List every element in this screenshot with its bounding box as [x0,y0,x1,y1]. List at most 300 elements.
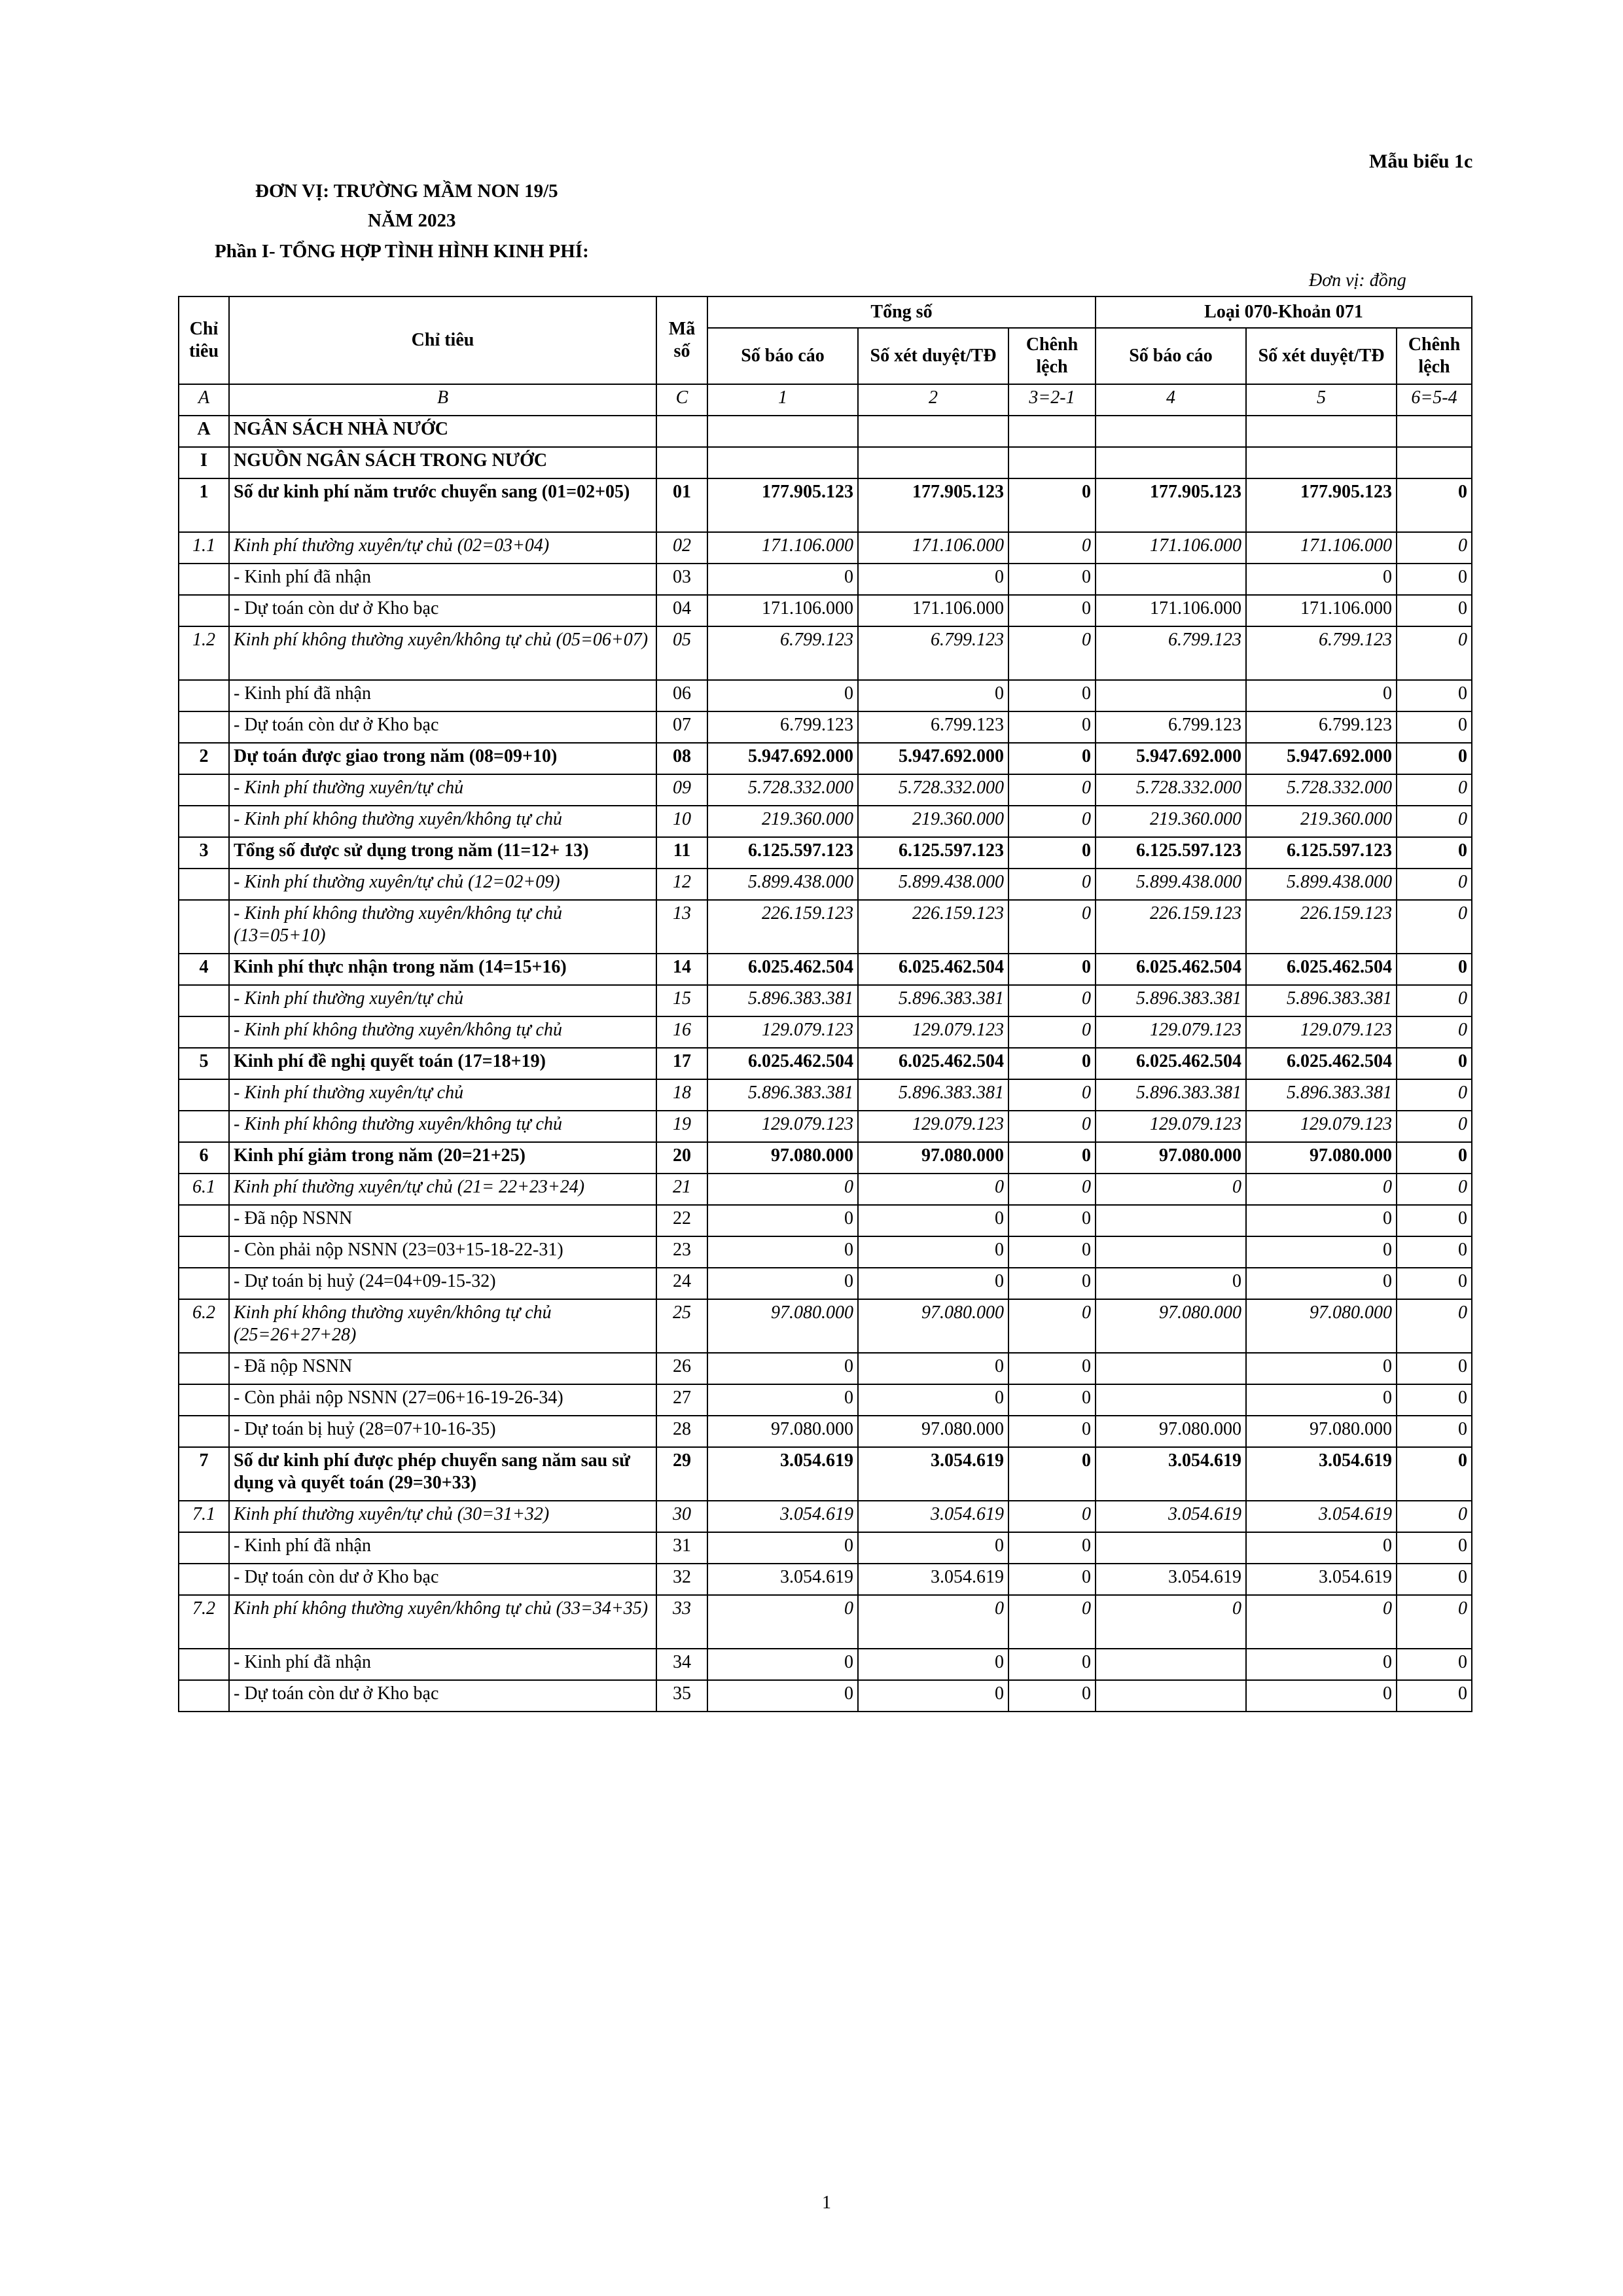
cell-approved-category: 5.728.332.000 [1246,774,1397,806]
table-row [179,595,1472,626]
cell-approved-total [858,416,1008,447]
cell-code: 01 [656,478,707,532]
cell-diff-total: 0 [1008,1236,1096,1268]
cell-approved-total: 0 [858,1532,1008,1564]
cell-item-no: 5 [179,1048,229,1079]
table-row [179,1174,1472,1205]
cell-approved-category: 0 [1246,1205,1397,1236]
cell-diff-category [1397,416,1472,447]
cell-item-name: Kinh phí thường xuyên/tự chủ (30=31+32) [229,1501,656,1532]
cell-item-no [179,774,229,806]
cell-diff-category: 0 [1397,837,1472,869]
cell-reported-total: 171.106.000 [707,532,858,564]
cell-reported-category: 6.125.597.123 [1096,837,1246,869]
cell-item-name: Kinh phí thực nhận trong năm (14=15+16) [229,954,656,985]
cell-code: 10 [656,806,707,837]
cell-reported-total: 5.896.383.381 [707,985,858,1016]
cell-approved-total: 5.899.438.000 [858,869,1008,900]
cell-diff-category: 0 [1397,1564,1472,1595]
cell-reported-category [1096,447,1246,478]
cell-reported-total: 129.079.123 [707,1016,858,1048]
cell-code: 02 [656,532,707,564]
cell-code: 15 [656,985,707,1016]
cell-approved-total: 171.106.000 [858,595,1008,626]
cell-approved-category: 0 [1246,1174,1397,1205]
cell-approved-total: 0 [858,1384,1008,1416]
cell-reported-total: 0 [707,1268,858,1299]
cell-diff-category: 0 [1397,1595,1472,1649]
cell-diff-category: 0 [1397,1649,1472,1680]
page-number: 1 [822,2193,831,2213]
cell-item-no: 2 [179,743,229,774]
cell-reported-category: 129.079.123 [1096,1016,1246,1048]
cell-approved-category: 3.054.619 [1246,1501,1397,1532]
header-reported-total: Số báo cáo [707,328,858,384]
cell-reported-total: 3.054.619 [707,1501,858,1532]
cell-code: 12 [656,869,707,900]
cell-diff-total: 0 [1008,1564,1096,1595]
cell-code: 35 [656,1680,707,1712]
cell-approved-total: 6.025.462.504 [858,1048,1008,1079]
cell-item-name: Số dư kinh phí năm trước chuyển sang (01=02+05) [229,478,656,532]
cell-item-no [179,1079,229,1111]
cell-diff-total: 0 [1008,806,1096,837]
cell-approved-total: 5.896.383.381 [858,1079,1008,1111]
cell-approved-category [1246,447,1397,478]
cell-code: 21 [656,1174,707,1205]
cell-diff-category: 0 [1397,774,1472,806]
cell-diff-total: 0 [1008,1016,1096,1048]
cell-item-name: Dự toán được giao trong năm (08=09+10) [229,743,656,774]
cell-approved-total: 3.054.619 [858,1501,1008,1532]
cell-code: 06 [656,680,707,711]
cell-reported-category: 5.899.438.000 [1096,869,1246,900]
cell-reported-total: 129.079.123 [707,1111,858,1142]
cell-item-no: 3 [179,837,229,869]
table-row [179,1384,1472,1416]
cell-item-name: - Dự toán bị huỷ (28=07+10-16-35) [229,1416,656,1447]
cell-item-name: - Dự toán còn dư ở Kho bạc [229,1680,656,1712]
cell-item-name: - Kinh phí không thường xuyên/không tự chủ [229,1016,656,1048]
cell-reported-category: 6.799.123 [1096,626,1246,680]
cell-item-no [179,1680,229,1712]
header-approved-category: Số xét duyệt/TĐ [1246,328,1397,384]
cell-diff-category: 0 [1397,985,1472,1016]
cell-approved-category: 6.025.462.504 [1246,954,1397,985]
cell-approved-category: 97.080.000 [1246,1142,1397,1174]
cell-approved-category: 0 [1246,564,1397,595]
cell-code: 08 [656,743,707,774]
cell-reported-total: 0 [707,1236,858,1268]
cell-reported-category [1096,1384,1246,1416]
cell-item-name: - Kinh phí đã nhận [229,1649,656,1680]
table-row [179,837,1472,869]
cell-reported-category: 6.025.462.504 [1096,954,1246,985]
cell-item-no [179,1236,229,1268]
cell-diff-total: 0 [1008,1649,1096,1680]
cell-approved-category: 0 [1246,1384,1397,1416]
cell-item-no: 7.1 [179,1501,229,1532]
cell-reported-total: 5.947.692.000 [707,743,858,774]
cell-item-no: 7.2 [179,1595,229,1649]
cell-reported-total: 0 [707,1174,858,1205]
cell-code: 24 [656,1268,707,1299]
cell-item-name: - Kinh phí thường xuyên/tự chủ [229,985,656,1016]
cell-diff-total: 0 [1008,954,1096,985]
cell-diff-total: 0 [1008,1416,1096,1447]
cell-item-no: 7 [179,1447,229,1501]
cell-reported-category: 171.106.000 [1096,595,1246,626]
table-row [179,900,1472,954]
cell-approved-category: 6.125.597.123 [1246,837,1397,869]
cell-item-name: - Dự toán còn dư ở Kho bạc [229,711,656,743]
cell-approved-total: 6.125.597.123 [858,837,1008,869]
cell-item-no [179,1205,229,1236]
cell-approved-category: 0 [1246,1268,1397,1299]
cell-code: 23 [656,1236,707,1268]
column-label: 3=2-1 [1008,384,1096,416]
cell-diff-category: 0 [1397,1268,1472,1299]
cell-reported-category: 97.080.000 [1096,1299,1246,1353]
cell-item-name: - Kinh phí đã nhận [229,564,656,595]
column-label: A [179,384,229,416]
cell-reported-total: 219.360.000 [707,806,858,837]
cell-approved-category: 5.896.383.381 [1246,1079,1397,1111]
cell-approved-total: 0 [858,1353,1008,1384]
cell-approved-total: 171.106.000 [858,532,1008,564]
cell-approved-total: 97.080.000 [858,1142,1008,1174]
cell-diff-total: 0 [1008,1299,1096,1353]
cell-diff-total: 0 [1008,626,1096,680]
table-row [179,1564,1472,1595]
cell-code: 16 [656,1016,707,1048]
cell-reported-total: 6.025.462.504 [707,1048,858,1079]
table-row [179,1595,1472,1649]
cell-reported-category: 5.896.383.381 [1096,985,1246,1016]
table-row [179,532,1472,564]
cell-approved-category: 0 [1246,1236,1397,1268]
cell-reported-category: 171.106.000 [1096,532,1246,564]
cell-reported-total: 177.905.123 [707,478,858,532]
cell-diff-total: 0 [1008,1501,1096,1532]
cell-diff-category: 0 [1397,806,1472,837]
cell-diff-category: 0 [1397,532,1472,564]
cell-item-name: - Dự toán bị huỷ (24=04+09-15-32) [229,1268,656,1299]
cell-reported-total: 6.125.597.123 [707,837,858,869]
cell-item-no: 6.1 [179,1174,229,1205]
cell-diff-total: 0 [1008,1205,1096,1236]
cell-diff-total: 0 [1008,869,1096,900]
cell-item-name: Kinh phí thường xuyên/tự chủ (02=03+04) [229,532,656,564]
part-title: Phần I- TỔNG HỢP TÌNH HÌNH KINH PHÍ: [215,241,589,262]
table-row [179,1447,1472,1501]
cell-approved-total: 129.079.123 [858,1016,1008,1048]
table-row [179,1016,1472,1048]
cell-approved-category: 6.799.123 [1246,626,1397,680]
cell-item-no: I [179,447,229,478]
table-row [179,869,1472,900]
header-item-no: Chỉ tiêu [179,296,229,384]
cell-diff-total: 0 [1008,1268,1096,1299]
cell-diff-total: 0 [1008,478,1096,532]
cell-approved-total: 3.054.619 [858,1447,1008,1501]
column-label: 5 [1246,384,1397,416]
cell-item-no [179,711,229,743]
cell-diff-category: 0 [1397,1048,1472,1079]
cell-code: 11 [656,837,707,869]
cell-reported-category [1096,1532,1246,1564]
cell-approved-category: 97.080.000 [1246,1416,1397,1447]
cell-approved-total: 0 [858,564,1008,595]
cell-reported-category: 3.054.619 [1096,1501,1246,1532]
unit-title: ĐƠN VỊ: TRƯỜNG MẦM NON 19/5 [255,181,558,202]
cell-approved-total: 0 [858,1174,1008,1205]
table-row [179,1680,1472,1712]
cell-diff-category: 0 [1397,1174,1472,1205]
cell-approved-category: 0 [1246,1595,1397,1649]
table-row [179,1111,1472,1142]
cell-diff-total: 0 [1008,1142,1096,1174]
cell-item-no: 1 [179,478,229,532]
cell-item-name: - Đã nộp NSNN [229,1353,656,1384]
cell-diff-category: 0 [1397,1447,1472,1501]
cell-reported-total: 5.728.332.000 [707,774,858,806]
cell-approved-category: 6.025.462.504 [1246,1048,1397,1079]
cell-item-name: - Đã nộp NSNN [229,1205,656,1236]
cell-diff-total: 0 [1008,1384,1096,1416]
header-approved-total: Số xét duyệt/TĐ [858,328,1008,384]
cell-approved-category [1246,416,1397,447]
cell-diff-category: 0 [1397,900,1472,954]
cell-item-name: Kinh phí không thường xuyên/không tự chủ (33=34+35) [229,1595,656,1649]
cell-diff-category: 0 [1397,1142,1472,1174]
cell-approved-category: 129.079.123 [1246,1016,1397,1048]
cell-item-no [179,1268,229,1299]
cell-item-name: - Dự toán còn dư ở Kho bạc [229,595,656,626]
header-diff-category: Chênh lệch [1397,328,1472,384]
cell-code: 32 [656,1564,707,1595]
cell-approved-category: 97.080.000 [1246,1299,1397,1353]
cell-reported-total: 6.799.123 [707,711,858,743]
table-row [179,1299,1472,1353]
table-row [179,954,1472,985]
cell-approved-category: 5.896.383.381 [1246,985,1397,1016]
cell-diff-total: 0 [1008,1174,1096,1205]
cell-reported-category: 219.360.000 [1096,806,1246,837]
cell-item-no [179,869,229,900]
table-row [179,626,1472,680]
cell-diff-category: 0 [1397,1353,1472,1384]
cell-reported-category: 0 [1096,1595,1246,1649]
cell-reported-total: 0 [707,1532,858,1564]
cell-reported-total: 97.080.000 [707,1142,858,1174]
cell-reported-category: 177.905.123 [1096,478,1246,532]
cell-reported-total: 226.159.123 [707,900,858,954]
cell-item-no: 6.2 [179,1299,229,1353]
table-row [179,1205,1472,1236]
cell-item-no [179,1353,229,1384]
cell-diff-category: 0 [1397,954,1472,985]
cell-code: 09 [656,774,707,806]
form-code: Mẫu biểu 1c [1369,151,1473,172]
cell-code: 22 [656,1205,707,1236]
cell-approved-category: 0 [1246,1649,1397,1680]
cell-diff-total: 0 [1008,774,1096,806]
table-row [179,1416,1472,1447]
cell-item-no [179,1649,229,1680]
cell-approved-total: 0 [858,1680,1008,1712]
cell-diff-category: 0 [1397,1016,1472,1048]
cell-approved-category: 177.905.123 [1246,478,1397,532]
cell-item-name: - Kinh phí đã nhận [229,1532,656,1564]
table-row [179,478,1472,532]
cell-reported-category: 5.947.692.000 [1096,743,1246,774]
cell-reported-category: 97.080.000 [1096,1142,1246,1174]
cell-approved-category: 129.079.123 [1246,1111,1397,1142]
cell-approved-category: 5.899.438.000 [1246,869,1397,900]
cell-code: 19 [656,1111,707,1142]
header-reported-category: Số báo cáo [1096,328,1246,384]
cell-reported-total: 5.896.383.381 [707,1079,858,1111]
cell-item-no: 1.2 [179,626,229,680]
cell-approved-category: 0 [1246,1680,1397,1712]
cell-item-name: Số dư kinh phí được phép chuyển sang năm sau sử dụng và quyết toán (29=30+33) [229,1447,656,1501]
cell-diff-category: 0 [1397,1416,1472,1447]
cell-reported-total: 0 [707,1680,858,1712]
table-row [179,1236,1472,1268]
cell-item-no: 1.1 [179,532,229,564]
cell-code: 26 [656,1353,707,1384]
cell-diff-total: 0 [1008,595,1096,626]
cell-diff-total: 0 [1008,985,1096,1016]
cell-approved-total: 3.054.619 [858,1564,1008,1595]
table-row [179,806,1472,837]
cell-reported-total: 97.080.000 [707,1299,858,1353]
cell-approved-category: 3.054.619 [1246,1564,1397,1595]
cell-reported-category [1096,1353,1246,1384]
cell-item-no [179,985,229,1016]
cell-item-no [179,680,229,711]
cell-code: 27 [656,1384,707,1416]
cell-item-name: - Kinh phí thường xuyên/tự chủ (12=02+09) [229,869,656,900]
cell-diff-category: 0 [1397,1236,1472,1268]
cell-item-name: Kinh phí giảm trong năm (20=21+25) [229,1142,656,1174]
cell-code: 29 [656,1447,707,1501]
cell-approved-total: 6.799.123 [858,711,1008,743]
cell-item-name: NGUỒN NGÂN SÁCH TRONG NƯỚC [229,447,656,478]
table-row [179,1649,1472,1680]
cell-reported-category [1096,1236,1246,1268]
column-label: C [656,384,707,416]
cell-approved-total: 0 [858,1205,1008,1236]
cell-reported-total [707,447,858,478]
header-group-total: Tổng số [707,296,1096,328]
cell-reported-total: 0 [707,1205,858,1236]
cell-approved-total: 0 [858,1595,1008,1649]
cell-code [656,447,707,478]
cell-item-name: - Kinh phí không thường xuyên/không tự chủ [229,806,656,837]
budget-summary-table [178,296,1472,1712]
cell-approved-category: 219.360.000 [1246,806,1397,837]
cell-reported-category: 0 [1096,1268,1246,1299]
cell-reported-category: 129.079.123 [1096,1111,1246,1142]
column-label-row [179,384,1472,416]
cell-reported-category: 3.054.619 [1096,1447,1246,1501]
cell-item-name: Tổng số được sử dụng trong năm (11=12+ 13) [229,837,656,869]
cell-approved-total: 0 [858,1236,1008,1268]
cell-reported-total: 0 [707,1353,858,1384]
cell-diff-category: 0 [1397,1111,1472,1142]
cell-item-name: - Kinh phí không thường xuyên/không tự chủ (13=05+10) [229,900,656,954]
cell-approved-category: 226.159.123 [1246,900,1397,954]
table-row [179,447,1472,478]
table-row [179,1142,1472,1174]
cell-code: 07 [656,711,707,743]
currency-unit-note: Đơn vị: đồng [1309,270,1406,291]
column-label: 1 [707,384,858,416]
cell-diff-total: 0 [1008,1680,1096,1712]
cell-item-no [179,1016,229,1048]
cell-code: 03 [656,564,707,595]
cell-item-no [179,1111,229,1142]
cell-approved-category: 3.054.619 [1246,1447,1397,1501]
cell-diff-category: 0 [1397,680,1472,711]
cell-diff-category: 0 [1397,1532,1472,1564]
cell-diff-category [1397,447,1472,478]
table-row [179,1048,1472,1079]
cell-item-no: 6 [179,1142,229,1174]
cell-item-no: 4 [179,954,229,985]
cell-code: 34 [656,1649,707,1680]
cell-reported-category [1096,564,1246,595]
header-code: Mã số [656,296,707,384]
cell-item-name: - Kinh phí thường xuyên/tự chủ [229,774,656,806]
column-label: 4 [1096,384,1246,416]
cell-code: 18 [656,1079,707,1111]
cell-item-no [179,806,229,837]
cell-reported-category [1096,680,1246,711]
cell-approved-total: 6.025.462.504 [858,954,1008,985]
cell-code: 05 [656,626,707,680]
cell-diff-category: 0 [1397,478,1472,532]
cell-code: 28 [656,1416,707,1447]
cell-code [656,416,707,447]
cell-diff-category: 0 [1397,1680,1472,1712]
cell-diff-total: 0 [1008,564,1096,595]
cell-diff-total: 0 [1008,1111,1096,1142]
cell-approved-category: 6.799.123 [1246,711,1397,743]
cell-reported-total: 6.799.123 [707,626,858,680]
cell-item-name: Kinh phí đề nghị quyết toán (17=18+19) [229,1048,656,1079]
cell-approved-total: 177.905.123 [858,478,1008,532]
cell-approved-total: 5.896.383.381 [858,985,1008,1016]
cell-diff-total [1008,447,1096,478]
table-row [179,680,1472,711]
cell-item-name: Kinh phí thường xuyên/tự chủ (21= 22+23+24) [229,1174,656,1205]
cell-item-name: - Còn phải nộp NSNN (23=03+15-18-22-31) [229,1236,656,1268]
table-row [179,1268,1472,1299]
cell-approved-total: 0 [858,1268,1008,1299]
cell-reported-total: 3.054.619 [707,1447,858,1501]
cell-approved-total: 129.079.123 [858,1111,1008,1142]
cell-code: 17 [656,1048,707,1079]
cell-item-name: NGÂN SÁCH NHÀ NƯỚC [229,416,656,447]
cell-reported-category [1096,1205,1246,1236]
cell-item-no [179,595,229,626]
cell-item-no [179,1532,229,1564]
cell-reported-category: 5.728.332.000 [1096,774,1246,806]
cell-diff-total: 0 [1008,900,1096,954]
